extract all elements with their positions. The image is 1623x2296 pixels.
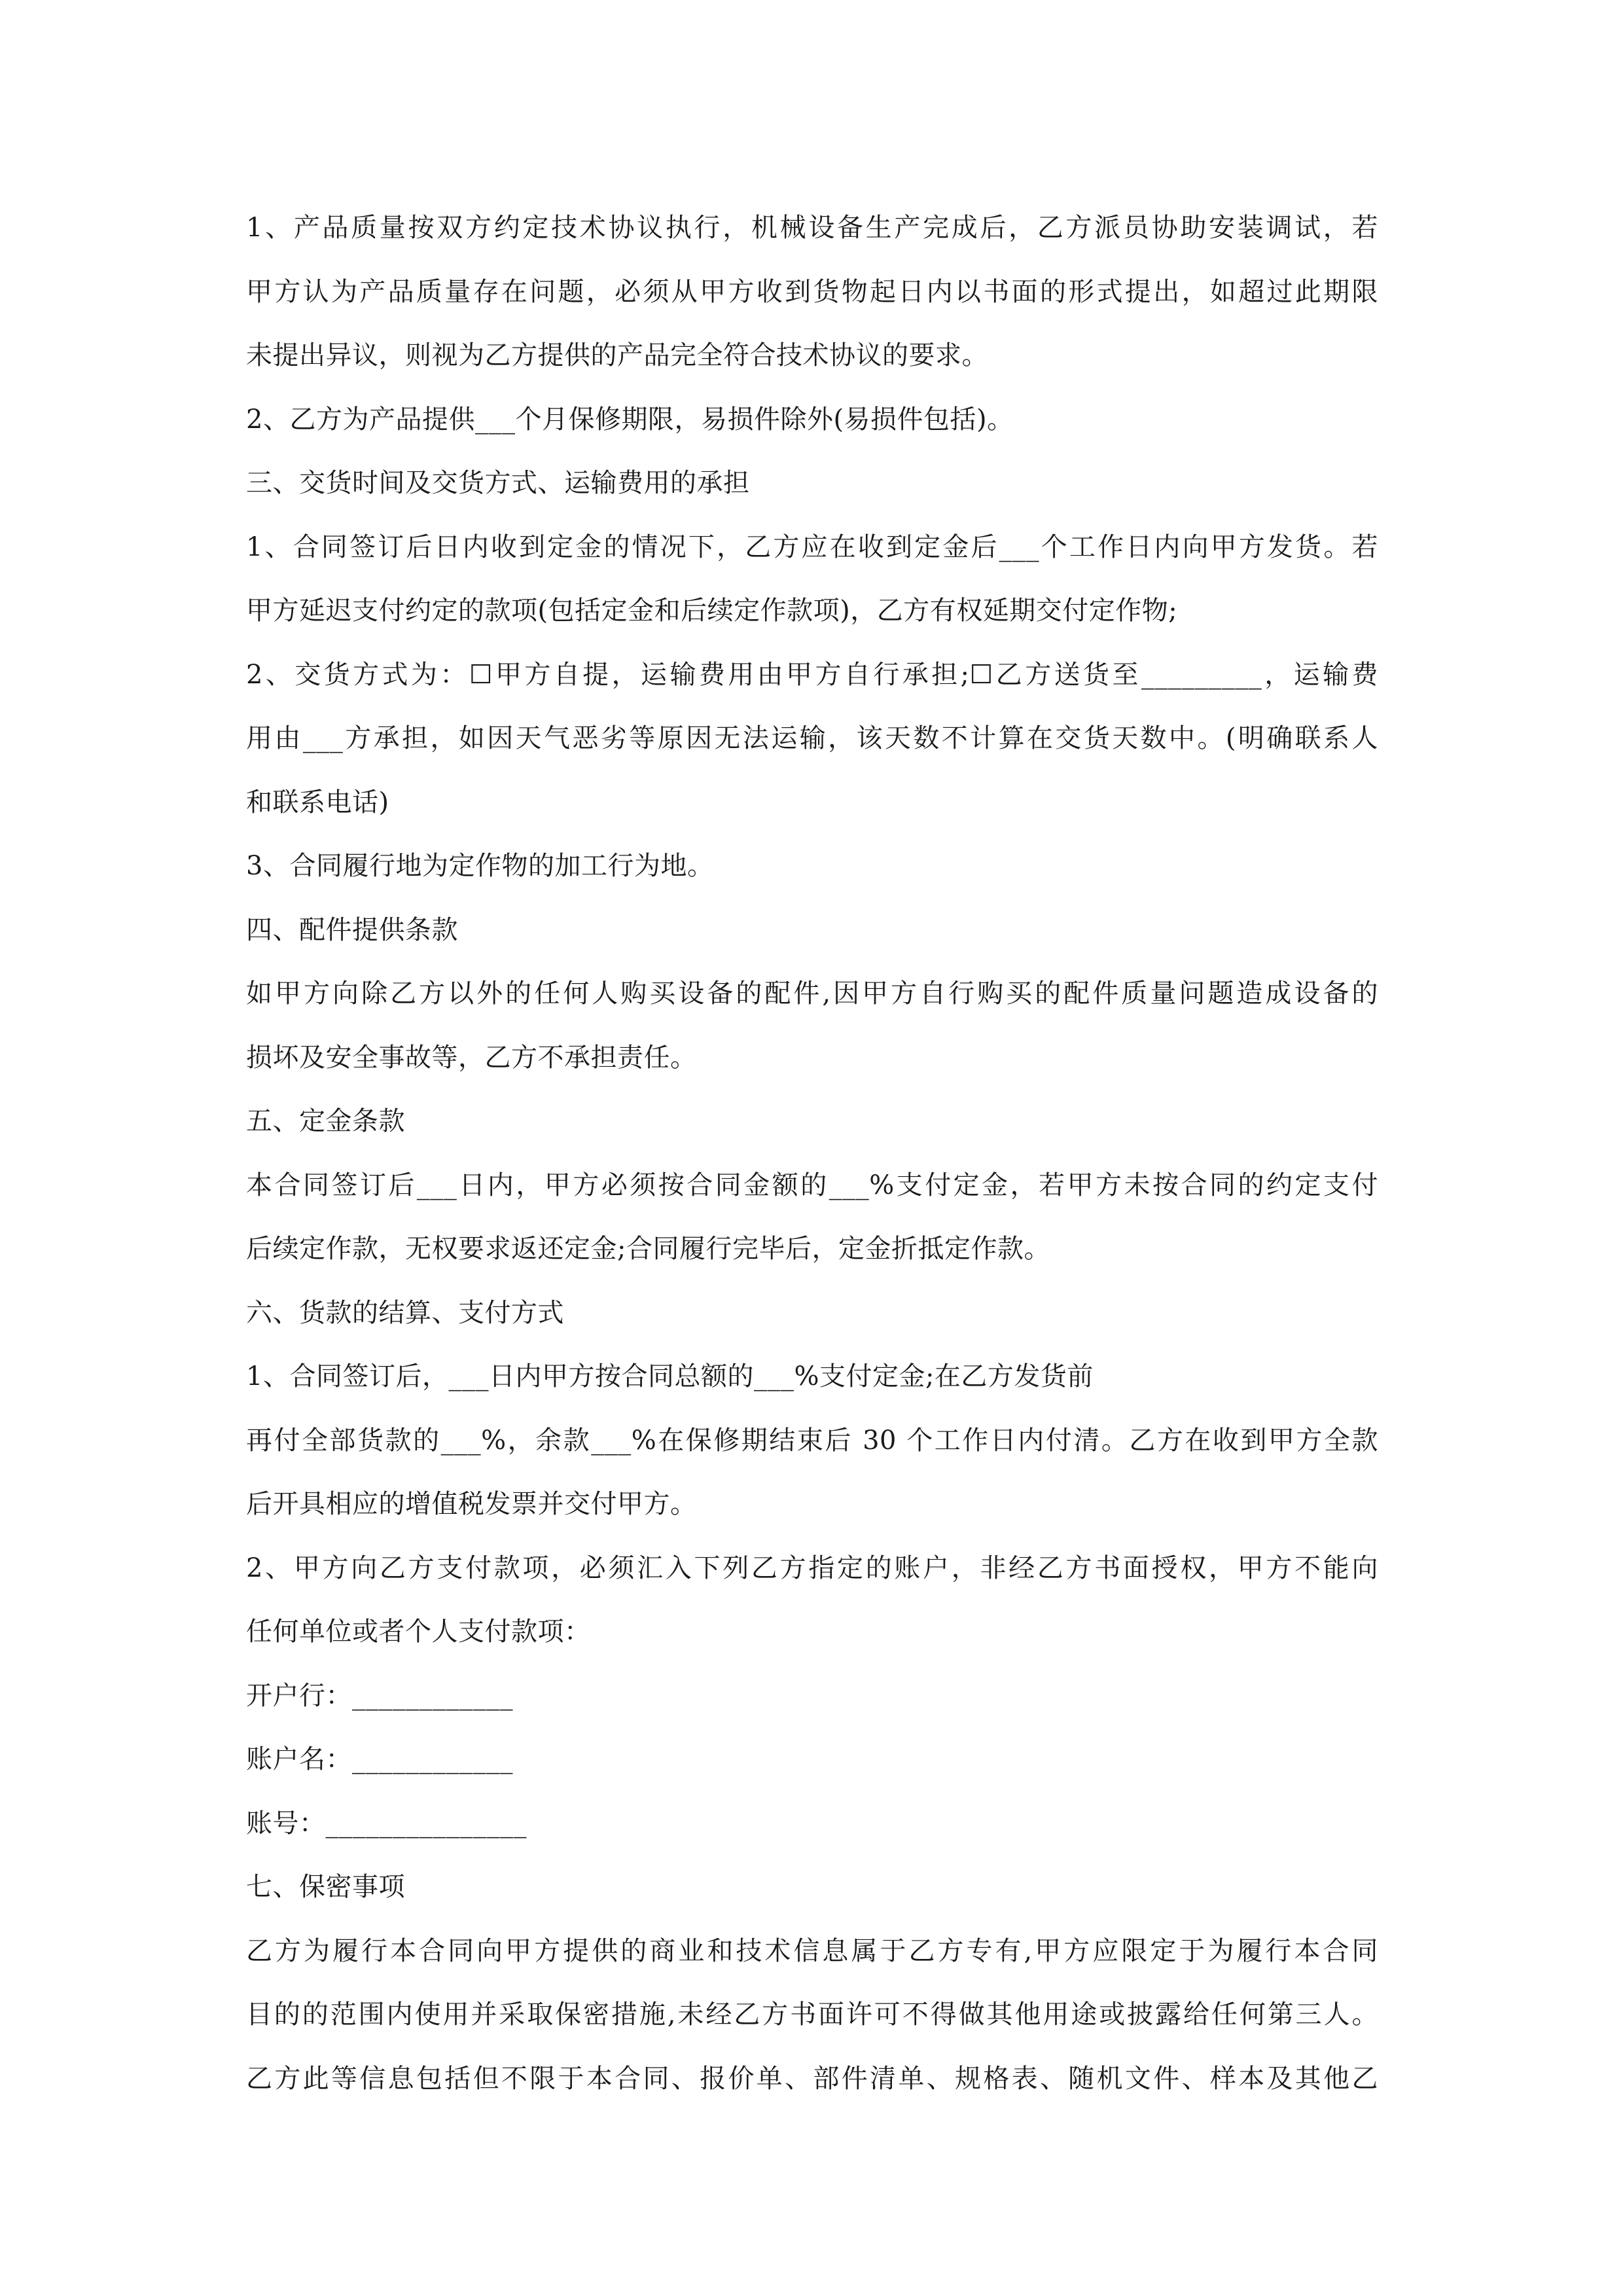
text-line: 2、乙方为产品提供___个月保修期限，易损件除外(易损件包括)。 [246, 404, 1014, 435]
section-heading: 六、货款的结算、支付方式 [246, 1297, 564, 1328]
section-heading: 七、保密事项 [246, 1872, 405, 1902]
text-line: 后开具相应的增值税发票并交付甲方。 [246, 1489, 697, 1519]
section-heading: 五、定金条款 [246, 1106, 405, 1136]
contract-body [246, 196, 1378, 2111]
text-line: 目的的范围内使用并采取保密措施,未经乙方书面许可不得做其他用途或披露给任何第三人。 [246, 2000, 1378, 2030]
text-line: 乙方为履行本合同向甲方提供的商业和技术信息属于乙方专有,甲方应限定于为履行本合同 [246, 1935, 1378, 1966]
text-line: 用由___方承担，如因天气恶劣等原因无法运输，该天数不计算在交货天数中。(明确联系人 [246, 723, 1378, 753]
text-line: 和联系电话) [246, 787, 389, 817]
account-number-field: 账号：_______________ [246, 1808, 527, 1839]
bank-name-field: 开户行：____________ [246, 1680, 513, 1711]
text-line: 乙方此等信息包括但不限于本合同、报价单、部件清单、规格表、随机文件、样本及其他乙 [246, 2063, 1378, 2094]
text-line: 甲方延迟支付约定的款项(包括定金和后续定作款项)，乙方有权延期交付定作物; [246, 596, 1178, 626]
text-line: 损坏及安全事故等，乙方不承担责任。 [246, 1042, 697, 1073]
text-line: 未提出异议，则视为乙方提供的产品完全符合技术协议的要求。 [246, 340, 988, 370]
text-line: 如甲方向除乙方以外的任何人购买设备的配件,因甲方自行购买的配件质量问题造成设备的 [246, 978, 1378, 1009]
text-line: 1、合同签订后，___日内甲方按合同总额的___%支付定金;在乙方发货前 [246, 1361, 1094, 1391]
text-line: 本合同签订后___日内，甲方必须按合同金额的___%支付定金，若甲方未按合同的约定支付 [246, 1170, 1378, 1200]
text-line: 再付全部货款的___%，余款___%在保修期结束后 30 个工作日内付清。乙方在收到甲方全款 [246, 1425, 1378, 1456]
section-heading: 三、交货时间及交货方式、运输费用的承担 [246, 468, 750, 498]
text-line: 1、合同签订后日内收到定金的情况下，乙方应在收到定金后___个工作日内向甲方发货。若 [246, 531, 1378, 562]
text-line: 甲方认为产品质量存在问题，必须从甲方收到货物起日内以书面的形式提出，如超过此期限 [246, 276, 1378, 307]
text-line: 2、交货方式为：☐甲方自提，运输费用由甲方自行承担;☐乙方送货至_________，运输费 [246, 659, 1378, 690]
section-heading: 四、配件提供条款 [246, 914, 458, 945]
text-line: 任何单位或者个人支付款项： [246, 1617, 591, 1647]
text-line: 2、甲方向乙方支付款项，必须汇入下列乙方指定的账户，非经乙方书面授权，甲方不能向 [246, 1552, 1378, 1583]
text-line: 3、合同履行地为定作物的加工行为地。 [246, 851, 714, 881]
text-line: 后续定作款，无权要求返还定金;合同履行完毕后，定金折抵定作款。 [246, 1234, 1050, 1264]
text-line: 1、产品质量按双方约定技术协议执行，机械设备生产完成后，乙方派员协助安装调试，若 [246, 213, 1378, 243]
account-name-field: 账户名：____________ [246, 1744, 513, 1774]
